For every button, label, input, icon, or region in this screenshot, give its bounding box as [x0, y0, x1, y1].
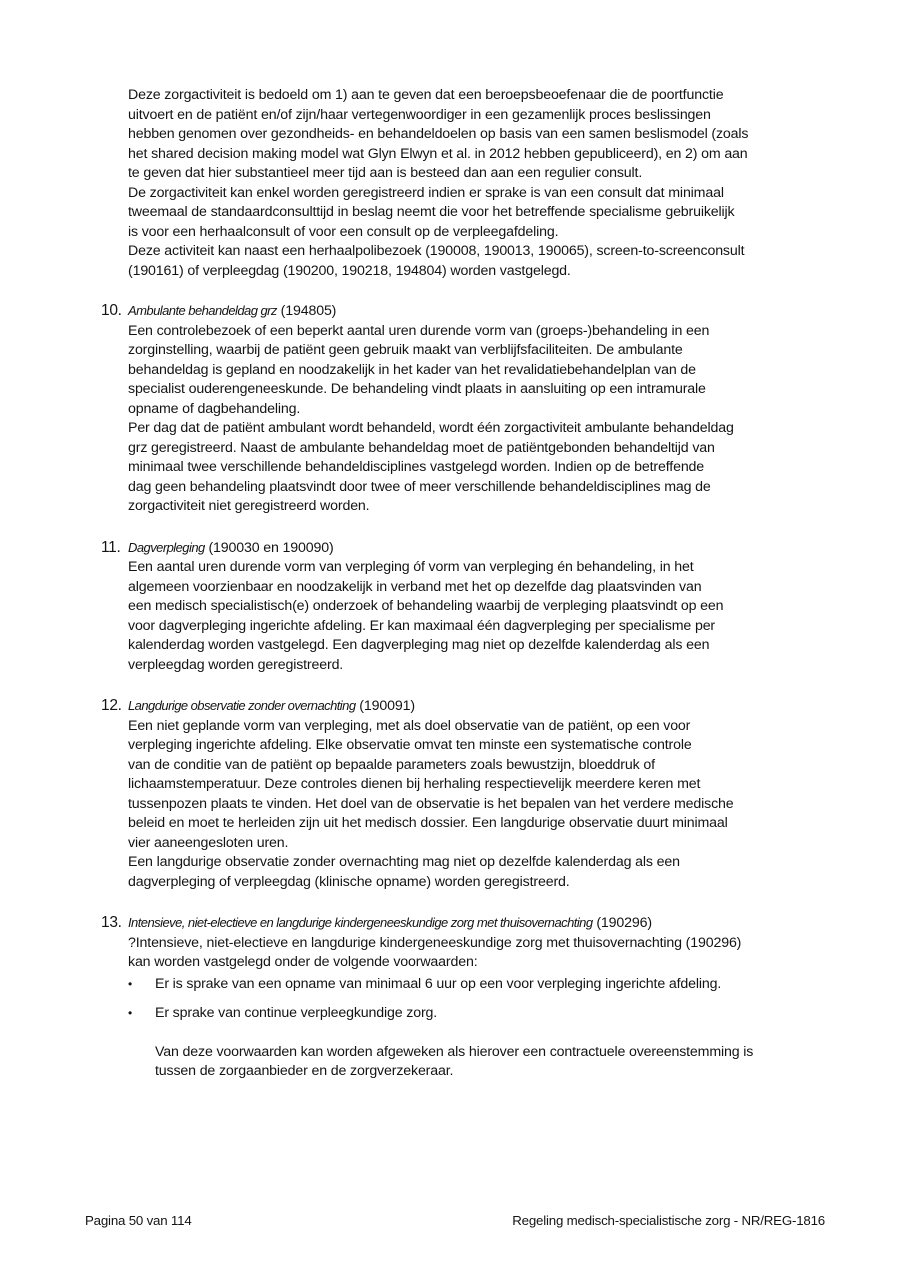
text-line: Per dag dat de patiënt ambulant wordt behandeld, wordt één zorgactiviteit ambulante behandeldag	[128, 420, 734, 436]
section-heading	[128, 538, 828, 559]
text-line: minimaal twee verschillende behandeldisciplines vastgelegd worden. Indien op de betreffende	[128, 459, 705, 475]
text-line: tussen de zorgaanbieder en de zorgverzekeraar.	[155, 1063, 454, 1079]
text-line: Een controlebezoek of een beperkt aantal uren durende vorm van (groeps-)behandeling in een	[128, 322, 710, 339]
text-line: Een langdurige observatie zonder overnachting mag niet op dezelfde kalenderdag als een	[128, 854, 680, 870]
document-title: Regeling medisch-specialistische zorg - NR/REG-1816	[512, 1213, 825, 1228]
list-item	[128, 1004, 828, 1024]
list-item-text: Er sprake van continue verpleegkundige zorg.	[155, 1005, 438, 1021]
text-line: dag geen behandeling plaatsvindt door twee of meer verschillende behandeldisciplines mag de	[128, 478, 711, 495]
list-item	[128, 975, 828, 995]
text-line: hebben genomen over gezondheids- en behandeldoelen op basis van een samen beslismodel (zoals	[128, 126, 749, 142]
text-line: voor dagverpleging ingerichte afdeling. Er kan maximaal één dagverpleging per specialisme per	[128, 617, 716, 634]
section-heading	[128, 696, 828, 717]
section-heading	[128, 913, 828, 934]
text-line: ?Intensieve, niet-electieve en langdurige kindergeneeskundige zorg met thuisovernachting (190296)	[128, 934, 742, 951]
section-code: (194805)	[276, 303, 337, 319]
text-line: uitvoert en de patiënt en/of zijn/haar vertegenwoordiger in een gezamenlijk proces beslissingen	[128, 106, 711, 123]
text-line: Deze activiteit kan naast een herhaalpolibezoek (190008, 190013, 190065), screen-to-screenconsult	[128, 243, 745, 259]
intro-paragraph	[128, 86, 828, 281]
text-line: specialist ouderengeneeskunde. De behandeling vindt plaats in aansluiting op een intramurale	[128, 381, 706, 397]
list-item-text: Er is sprake van een opname van minimaal 6 uur op een voor verpleging ingerichte afdeling.	[155, 975, 722, 992]
section-number: 10.	[101, 302, 122, 319]
text-line: kan worden vastgelegd onder de volgende voorwaarden:	[128, 954, 478, 970]
text-line: zorgactiviteit niet geregistreerd worden.	[128, 498, 370, 514]
text-line: te geven dat hier substantieel meer tijd aan is besteed dan aan een regulier consult.	[128, 165, 643, 181]
section-title: Intensieve, niet-electieve en langdurige kindergeneeskundige zorg met thuisovernachting	[128, 915, 593, 930]
page-content	[101, 86, 828, 1082]
text-line: van de conditie van de patiënt op bepaalde parameters zoals bewustzijn, bloeddruk of	[128, 756, 655, 773]
text-line: grz geregistreerd. Naast de ambulante behandeldag moet de patiëntgebonden behandeltijd van	[128, 439, 715, 456]
text-line: zorginstelling, waarbij de patiënt geen gebruik maakt van verblijfsfaciliteiten. De ambulante	[128, 342, 683, 358]
section-title: Ambulante behandeldag grz	[128, 303, 277, 318]
section-code: (190091)	[355, 698, 415, 714]
text-line: een medisch specialistisch(e) onderzoek of behandeling waarbij de verpleging plaatsvindt op een	[128, 598, 724, 614]
section-number: 11.	[101, 538, 121, 556]
text-line: beleid en moet te herleiden zijn uit het medisch dossier. Een langdurige observatie duurt minimaal	[128, 815, 728, 831]
text-line: is voor een herhaalconsult of voor een consult op de verpleegafdeling.	[128, 223, 559, 240]
text-line: lichaamstemperatuur. Deze controles dienen bij herhaling respectievelijk meerdere keren met	[128, 776, 701, 792]
bullet-icon: •	[128, 1006, 133, 1020]
text-line: (190161) of verpleegdag (190200, 190218, 194804) worden vastgelegd.	[128, 262, 571, 279]
text-line: algemeen voorzienbaar en noodzakelijk in verband met het op dezelfde dag plaatsvinden van	[128, 578, 702, 595]
text-line: tweemaal de standaardconsulttijd in beslag neemt die voor het betreffende specialisme gebruikelijk	[128, 204, 735, 220]
section-number: 12.	[101, 697, 122, 714]
text-line: Een niet geplande vorm van verpleging, met als doel observatie van de patiënt, op een voor	[128, 717, 691, 734]
text-line: verpleegdag worden geregistreerd.	[128, 656, 344, 673]
section-11-dagverpleging	[101, 538, 828, 676]
text-line: De zorgactiviteit kan enkel worden geregistreerd indien er sprake is van een consult dat minimaal	[128, 184, 724, 201]
text-line: tussenpozen plaats te vinden. Het doel van de observatie is het bepalen van het verdere medische	[128, 795, 734, 812]
section-13-kindergeneeskundige-zorg	[101, 913, 828, 1082]
text-line: verpleging ingerichte afdeling. Elke observatie omvat ten minste een systematische controle	[128, 737, 692, 753]
text-line: vier aaneengesloten uren.	[128, 834, 289, 851]
conditions-list	[128, 975, 828, 1024]
section-number: 13.	[101, 914, 122, 931]
exception-note	[128, 1043, 828, 1082]
text-line: dagverpleging of verpleegdag (klinische opname) worden geregistreerd.	[128, 873, 570, 890]
section-title: Dagverpleging	[128, 539, 205, 555]
text-line: Deze zorgactiviteit is bedoeld om 1) aan te geven dat een beroepsbeoefenaar die de poortfunctie	[128, 87, 724, 103]
text-line: behandeldag is gepland en noodzakelijk in het kader van het revalidatiebehandelplan van de	[128, 361, 696, 378]
text-line: Een aantal uren durende vorm van verpleging óf vorm van verpleging én behandeling, in het	[128, 559, 694, 575]
section-10-ambulante-behandeldag	[101, 301, 828, 517]
text-line: het shared decision making model wat Glyn Elwyn et al. in 2012 hebben gepubliceerd), en 2) om aan	[128, 145, 748, 162]
text-line: Van deze voorwaarden kan worden afgeweken als hierover een contractuele overeenstemming is	[155, 1043, 754, 1060]
section-heading	[128, 301, 828, 322]
section-code: (190030 en 190090)	[204, 539, 334, 556]
bullet-icon: •	[128, 976, 133, 991]
page-footer	[85, 1213, 825, 1228]
text-line: kalenderdag worden vastgelegd. Een dagverpleging mag niet op dezelfde kalenderdag als een	[128, 637, 710, 653]
section-title: Langdurige observatie zonder overnachting	[128, 698, 356, 713]
page-number: Pagina 50 van 114	[85, 1213, 192, 1228]
section-12-langdurige-observatie	[101, 696, 828, 892]
text-line: opname of dagbehandeling.	[128, 400, 301, 417]
section-code: (190296)	[592, 915, 652, 931]
